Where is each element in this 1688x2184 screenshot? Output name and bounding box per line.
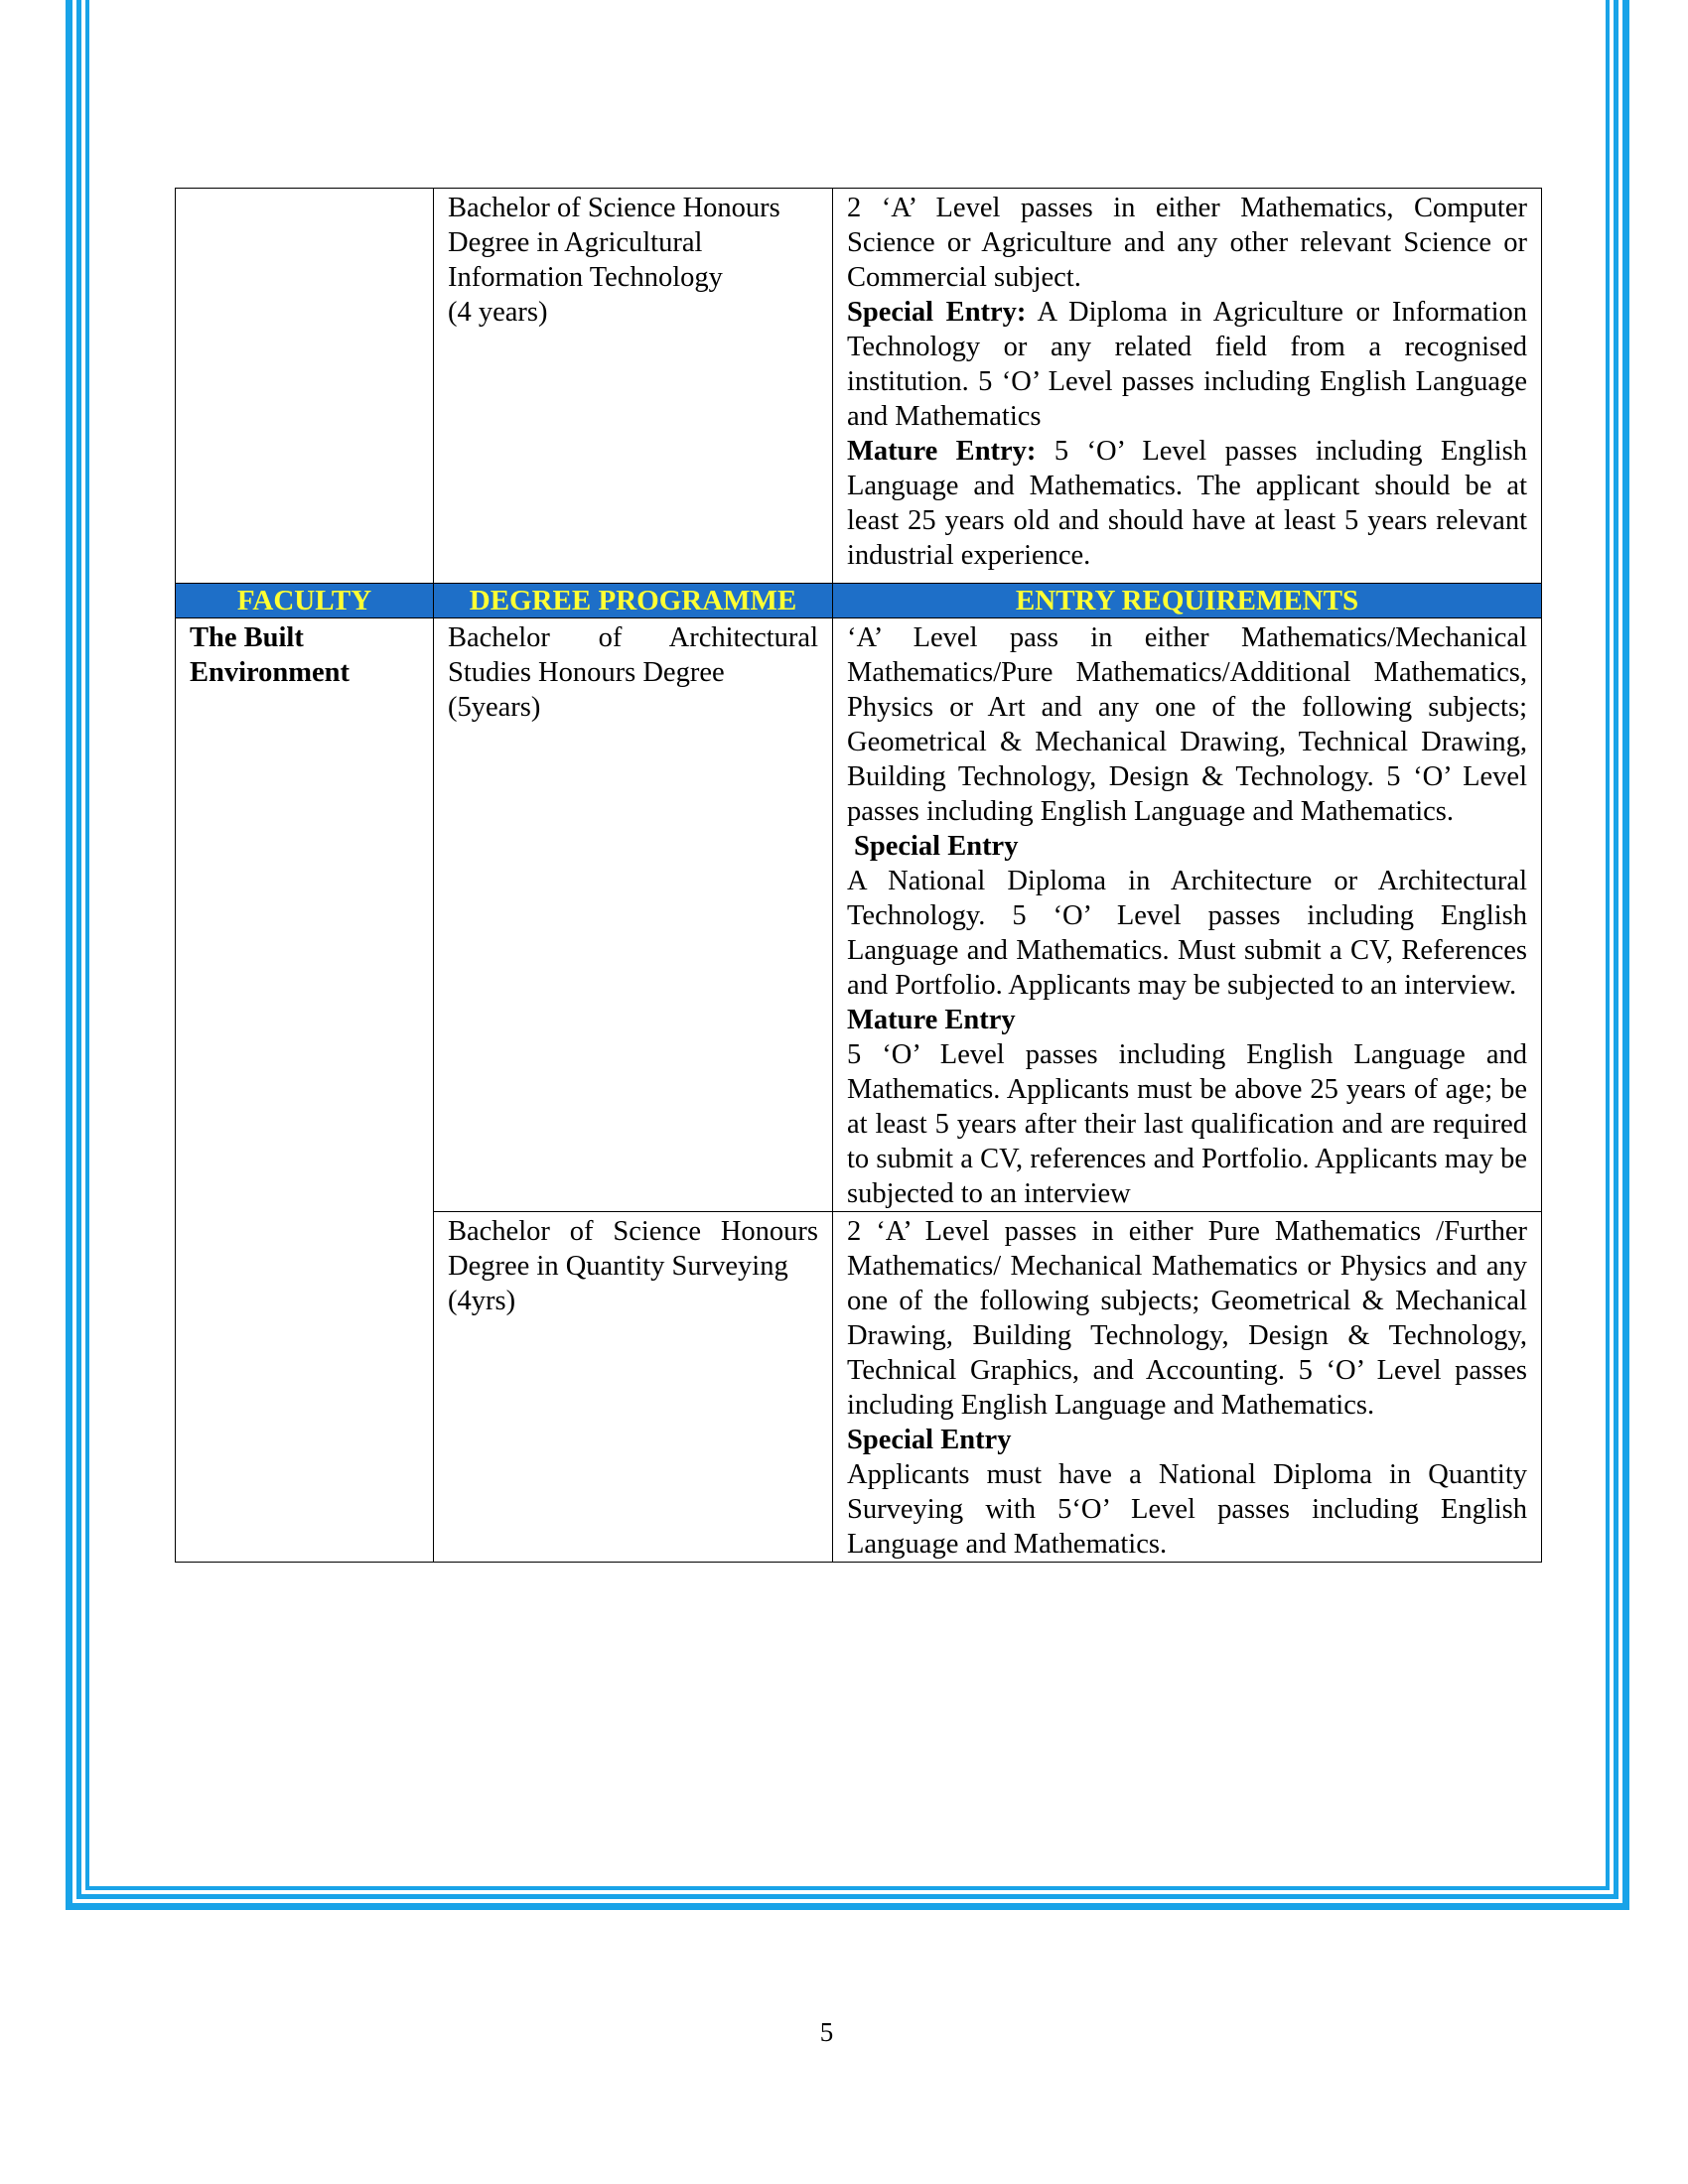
special-entry bbox=[847, 295, 1527, 434]
programme-cell bbox=[434, 1212, 833, 1563]
mature-entry-label: Mature Entry: bbox=[847, 436, 1037, 467]
programme-duration: (4 years) bbox=[448, 297, 548, 328]
entry-requirements-table bbox=[175, 188, 1542, 1563]
programme-line: Information Technology bbox=[448, 262, 723, 293]
normal-entry-text: 2 ‘A’ Level passes in either Mathematics, Computer Science or Agriculture and any other relevant Science or Commercial subject. bbox=[847, 193, 1527, 293]
programme-name: Bachelor of Science Honours Degree in Quantity Surveying bbox=[448, 1216, 818, 1282]
normal-entry-text: 2 ‘A’ Level passes in either Pure Mathematics /Further Mathematics/ Mechanical Mathematics or Physics and any one of the following subjects; Geometrical & Mechanical Drawing, Building Technology, Design & Technology, Technical Graphics, and Accounting. 5 ‘O’ Level passes including English Language and Mathematics. bbox=[847, 1216, 1527, 1421]
table-row bbox=[176, 1212, 1542, 1563]
mature-entry-label: Mature Entry bbox=[847, 1005, 1016, 1035]
programme-cell bbox=[434, 618, 833, 1212]
header-requirements: ENTRY REQUIREMENTS bbox=[833, 584, 1542, 618]
special-entry-label: Special Entry bbox=[847, 1425, 1012, 1455]
faculty-cell bbox=[176, 1212, 434, 1563]
special-entry-label: Special Entry: bbox=[847, 297, 1027, 328]
programme-duration: (4yrs) bbox=[448, 1286, 516, 1316]
requirements-cell bbox=[833, 1212, 1542, 1563]
mature-entry-text: 5 ‘O’ Level passes including English Language and Mathematics. The applicant should be at least 25 years old and should have at least 5 years relevant industrial experience. bbox=[847, 436, 1527, 571]
programme-line: Degree in Agricultural bbox=[448, 227, 703, 258]
special-entry-label: Special Entry bbox=[854, 831, 1019, 862]
faculty-cell bbox=[176, 189, 434, 584]
table-row bbox=[176, 618, 1542, 1212]
table-row bbox=[176, 189, 1542, 584]
programme-name: Bachelor of Architectural Studies Honours Degree bbox=[448, 622, 818, 688]
table-header-row bbox=[176, 584, 1542, 618]
special-entry-text: A National Diploma in Architecture or Architectural Technology. 5 ‘O’ Level passes including English Language and Mathematics. Must submit a CV, References and Portfolio. Applicants may be subjected to an interview. bbox=[847, 866, 1527, 1001]
programme-line: Bachelor of Science Honours bbox=[448, 193, 780, 223]
requirements-cell bbox=[833, 189, 1542, 584]
mature-entry-text: 5 ‘O’ Level passes including English Language and Mathematics. Applicants must be above 25 years of age; be at least 5 years after their last qualification and are required to submit a CV, references and Portfolio. Applicants may be subjected to an interview bbox=[847, 1039, 1527, 1209]
mature-entry bbox=[847, 434, 1527, 573]
special-entry-text: A Diploma in Agriculture or Information Technology or any related field from a recognised institution. 5 ‘O’ Level passes including English Language and Mathematics bbox=[847, 297, 1527, 432]
requirements-cell bbox=[833, 618, 1542, 1212]
faculty-cell bbox=[176, 618, 434, 1212]
special-entry-text: Applicants must have a National Diploma in Quantity Surveying with 5‘O’ Level passes including English Language and Mathematics. bbox=[847, 1459, 1527, 1560]
faculty-name-line: Environment bbox=[190, 657, 350, 688]
normal-entry-text: ‘A’ Level pass in either Mathematics/Mechanical Mathematics/Pure Mathematics/Additional Mathematics, Physics or Art and any one of the following subjects; Geometrical & Mechanical Drawing, Technical Drawing, Building Technology, Design & Technology. 5 ‘O’ Level passes including English Language and Mathematics. bbox=[847, 622, 1527, 827]
header-programme: DEGREE PROGRAMME bbox=[434, 584, 833, 618]
programme-duration: (5years) bbox=[448, 692, 541, 723]
faculty-name-line: The Built bbox=[190, 622, 304, 653]
header-faculty: FACULTY bbox=[176, 584, 434, 618]
page-number: 5 bbox=[819, 2017, 834, 2047]
programme-cell bbox=[434, 189, 833, 584]
